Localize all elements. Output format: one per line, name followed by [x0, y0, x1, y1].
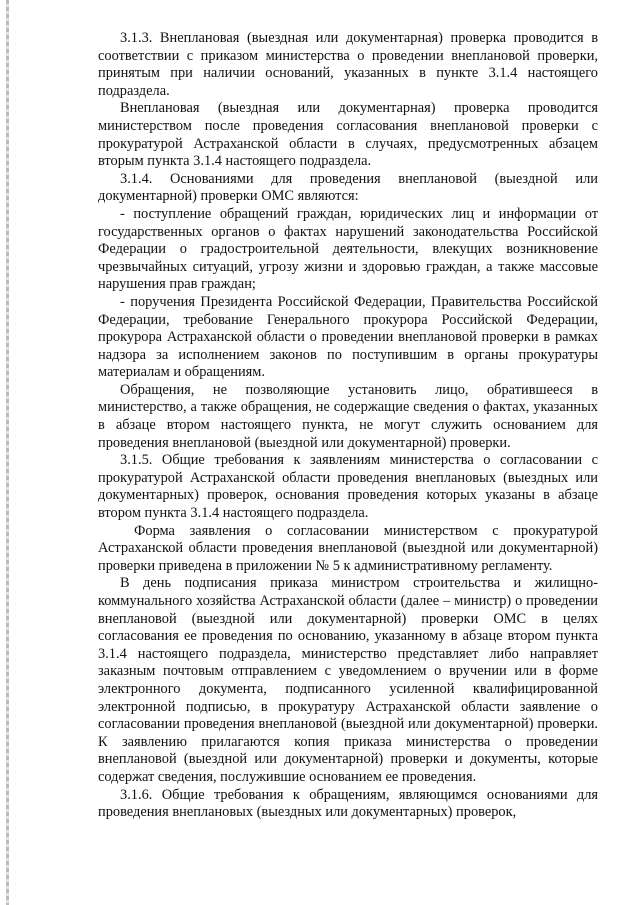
list-item-citizen-appeals: - поступление обращений граждан, юридических лиц и информации от государственных органов о фактах нарушений законодательства Российской Федерации о градостроительной деятельности, влекущих возникновение чрезвычайных ситуаций, угрозу жизни и здоровью граждан, а также массовые нарушения прав граждан; — [98, 205, 598, 293]
paragraph-3-1-4: 3.1.4. Основаниями для проведения внеплановой (выездной или документарной) проверки ОМС являются: — [98, 170, 598, 205]
paragraph-3-1-5: 3.1.5. Общие требования к заявлениям министерства о согласовании с прокуратурой Астраханской области проведения внеплановых (выездных или документарных) проверок, основания проведения которых указаны в абзаце втором пункта 3.1.4 настоящего подраздела. — [98, 452, 598, 522]
document-body — [98, 30, 598, 822]
paragraph-3-1-6: 3.1.6. Общие требования к обращениям, являющимся основаниями для проведения внеплановых (выездных или документарных) проверок, — [98, 786, 598, 821]
list-item-president-orders: - поручения Президента Российской Федерации, Правительства Российской Федерации, требование Генерального прокурора Российской Федерации, прокурора Астраханской области о проведении внеплановой проверки в рамках надзора за исполнением законов по поступившим в органы прокуратуры материалам и обращениям. — [98, 293, 598, 381]
paragraph-unscheduled-inspection: Внеплановая (выездная или документарная) проверка проводится министерством после проведения согласования внеплановой проверки с прокуратурой Астраханской области в случаях, предусмотренных абзацем вторым пункта 3.1.4 настоящего подраздела. — [98, 100, 598, 170]
paragraph-application-form: Форма заявления о согласовании министерством с прокуратурой Астраханской области проведения внеплановой (выездной или документарной) проверки приведена в приложении № 5 к административному регламенту. — [98, 522, 598, 574]
paragraph-signing-day: В день подписания приказа министром строительства и жилищно-коммунального хозяйства Астраханской области (далее – министр) о проведении внеплановой (выездной или документарной) проверки ОМС в целях согласования ее проведения по основанию, указанному в абзаце втором пункта 3.1.4 настоящего подраздела, министерство представляет либо направляет заказным почтовым отправлением с уведомлением о вручении или в форме электронного документа, подписанного усиленной квалифицированной электронной подписью, в прокуратуру Астраханской области заявление о согласовании проведения внеплановой (выездной или документарной) проверки. К заявлению прилагаются копия приказа министерства о проведении внеплановой (выездной или документарной) проверки и документы, которые содержат сведения, послужившие основанием ее проведения. — [98, 575, 598, 785]
paragraph-3-1-3: 3.1.3. Внеплановая (выездная или документарная) проверка проводится в соответствии с приказом министерства о проведении внеплановой проверки, принятым при наличии оснований, указанных в пункте 3.1.4 настоящего подраздела. — [98, 30, 598, 99]
scan-edge-artifact — [6, 0, 9, 905]
paragraph-anonymous-appeals: Обращения, не позволяющие установить лицо, обратившееся в министерство, а также обращения, не содержащие сведения о фактах, указанных в абзаце втором настоящего пункта, не могут служить основанием для проведения внеплановой (выездной или документарной) проверки. — [98, 381, 598, 451]
